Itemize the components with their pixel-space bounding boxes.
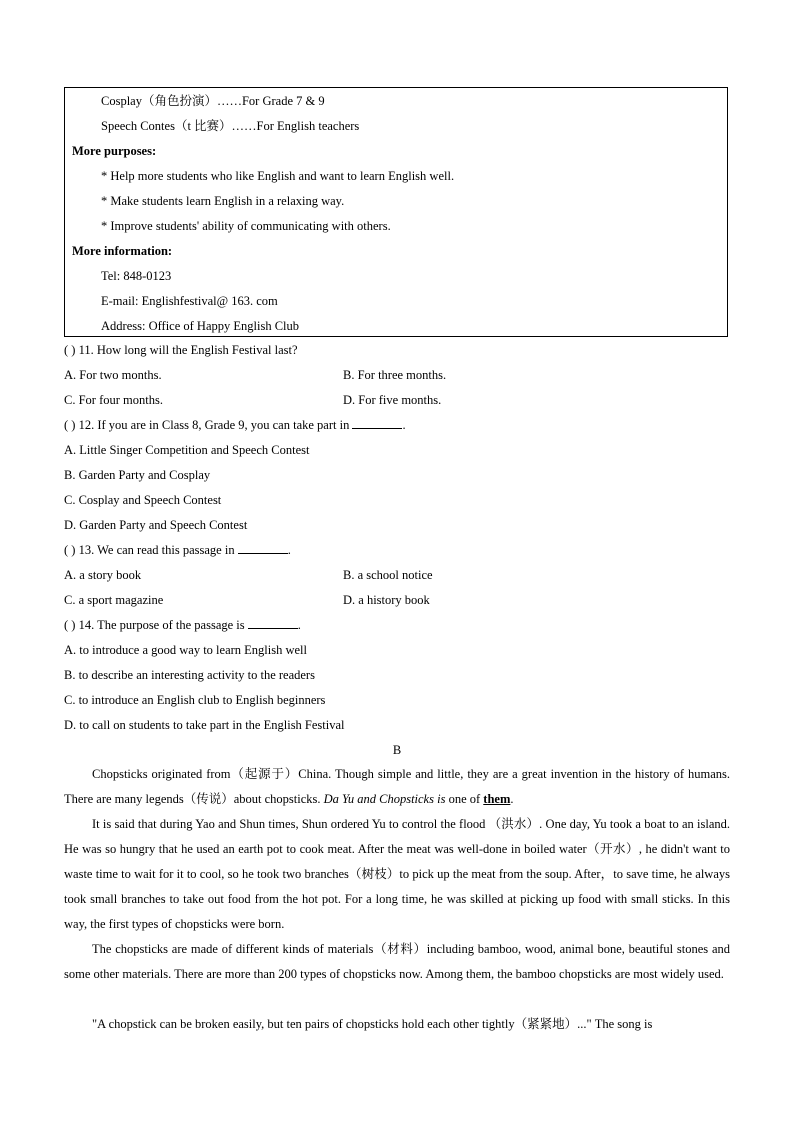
option-11-b: B. For three months. xyxy=(343,368,447,382)
option-14-c: C. to introduce an English club to English beginners xyxy=(64,693,326,707)
option-12-d: D. Garden Party and Speech Contest xyxy=(64,518,248,532)
purposes-title: More purposes: xyxy=(72,144,157,158)
purpose-item: * Improve students' ability of communicating with others. xyxy=(101,219,391,233)
question-13-text: ( ) 13. We can read this passage in xyxy=(64,543,235,557)
paragraph-1-text: Chopsticks originated from（起源于）China. Though simple and little, they are a great invention in the history of humans. There are many legends（传说）about chopsticks. xyxy=(64,767,730,806)
option-14-d: D. to call on students to take part in the English Festival xyxy=(64,718,345,732)
answer-blank xyxy=(352,417,402,429)
tel-line: Tel: 848-0123 xyxy=(101,269,172,283)
option-13-d: D. a history book xyxy=(343,593,430,607)
paragraph-1 xyxy=(64,762,730,812)
option-11-d: D. For five months. xyxy=(343,393,442,407)
option-12-c: C. Cosplay and Speech Contest xyxy=(64,493,222,507)
info-box xyxy=(64,87,728,337)
option-13-a: A. a story book xyxy=(64,568,142,582)
question-13: ( ) 13. We can read this passage in . xyxy=(64,543,291,557)
cosplay-line: Cosplay（角色扮演）……For Grade 7 & 9 xyxy=(101,94,325,108)
option-13-c: C. a sport magazine xyxy=(64,593,164,607)
option-12-b: B. Garden Party and Cosplay xyxy=(64,468,211,482)
question-14: ( ) 14. The purpose of the passage is . xyxy=(64,618,301,632)
email-line: E-mail: Englishfestival@ 163. com xyxy=(101,294,278,308)
purpose-item: * Make students learn English in a relaxing way. xyxy=(101,194,345,208)
them-word: them xyxy=(483,792,511,806)
option-14-a: A. to introduce a good way to learn English well xyxy=(64,643,307,657)
answer-blank xyxy=(248,617,298,629)
option-12-a: A. Little Singer Competition and Speech Contest xyxy=(64,443,310,457)
address-line: Address: Office of Happy English Club xyxy=(101,319,300,333)
question-12: ( ) 12. If you are in Class 8, Grade 9, you can take part in . xyxy=(64,418,406,432)
question-12-text: ( ) 12. If you are in Class 8, Grade 9, you can take part in xyxy=(64,418,350,432)
option-11-a: A. For two months. xyxy=(64,368,162,382)
paragraph-3: The chopsticks are made of different kinds of materials（材料）including bamboo, wood, animal bone, beautiful stones and some other materials. There are more than 200 types of chopsticks now. Among them, the bamboo chopsticks are most widely used. xyxy=(64,942,730,981)
section-b-title: B xyxy=(392,743,402,757)
info-title: More information: xyxy=(72,244,173,258)
paragraph-1-mid: one of xyxy=(445,792,484,806)
option-13-b: B. a school notice xyxy=(343,568,433,582)
option-14-b: B. to describe an interesting activity to the readers xyxy=(64,668,315,682)
paragraph-4: "A chopstick can be broken easily, but ten pairs of chopsticks hold each other tightly（紧紧地）..." The song is xyxy=(92,1017,653,1031)
italic-title: Da Yu and Chopsticks is xyxy=(323,792,446,806)
paragraph-2: It is said that during Yao and Shun times, Shun ordered Yu to control the flood （洪水）. One day, Yu took a boat to an island. He was so hungry that he used an earth pot to cook meat. After the meat was well-done in boiled water（开水）, he didn't want to waste time to wait for it to cool, so he took two branches（树枝）to pick up the meat from the soup. After，to save time, he always took small branches to take out food from the hot pot. For a long time, he was skilled at picking up food with small sticks. In this way, the first types of chopsticks were born. xyxy=(64,817,730,931)
answer-blank xyxy=(238,542,288,554)
purpose-item: * Help more students who like English and want to learn English well. xyxy=(101,169,455,183)
question-14-text: ( ) 14. The purpose of the passage is xyxy=(64,618,245,632)
speech-line: Speech Contes（t 比赛）……For English teachers xyxy=(101,119,360,133)
option-11-c: C. For four months. xyxy=(64,393,163,407)
paragraph-1-end: . xyxy=(510,792,514,806)
question-11: ( ) 11. How long will the English Festival last? xyxy=(64,343,298,357)
